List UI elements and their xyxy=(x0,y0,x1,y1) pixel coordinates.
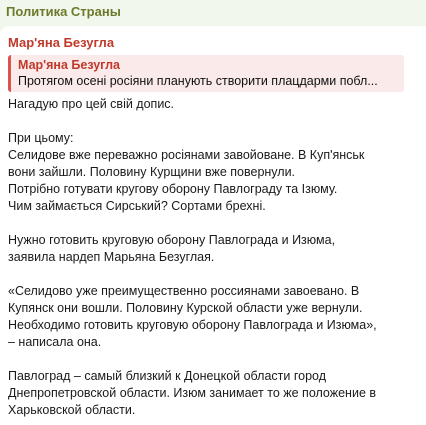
message-bubble xyxy=(0,26,426,425)
channel-title[interactable]: Политика Страны xyxy=(6,3,121,19)
channel-header xyxy=(0,0,426,22)
spacer xyxy=(8,351,418,368)
message-author[interactable]: Мар'яна Безугла xyxy=(8,35,115,50)
spacer xyxy=(8,266,418,283)
message-paragraph-5: Павлоград – самый близкий к Донецкой области город Днепропетровской области. Изюм занимает то же положение в Харьковской области. xyxy=(8,369,377,417)
message-paragraph-3: Нужно готовить круговую оборону Павлограда и Изюма, заявила нардеп Марьяна Безуглая. xyxy=(8,233,336,264)
reply-text: Протягом осені росіяни планують створити плацдарми побл... xyxy=(18,74,378,88)
message-paragraph-4: «Селидово уже преимущественно россиянами завоевано. В Купянск они вошли. Половину Курской области уже вернули. Необходимо готовить круговую оборону Павлограда и Изюма», – написала она. xyxy=(8,284,377,349)
message-paragraph-1: Нагадую про цей свій допис. xyxy=(8,97,175,111)
reply-author: Мар'яна Безугла xyxy=(18,58,120,72)
spacer xyxy=(8,215,418,232)
message-paragraph-2: При цьому: Селидове вже переважно росіянами завойоване. В Куп'янськ вони зайшли. Половину Курщини вже повернули. Потрібно готувати кругову оборону Павлограду та Ізюму. Чим займається Сирський? Сортами брехні. xyxy=(8,131,365,213)
spacer xyxy=(8,113,418,130)
reply-quote[interactable] xyxy=(8,55,404,92)
